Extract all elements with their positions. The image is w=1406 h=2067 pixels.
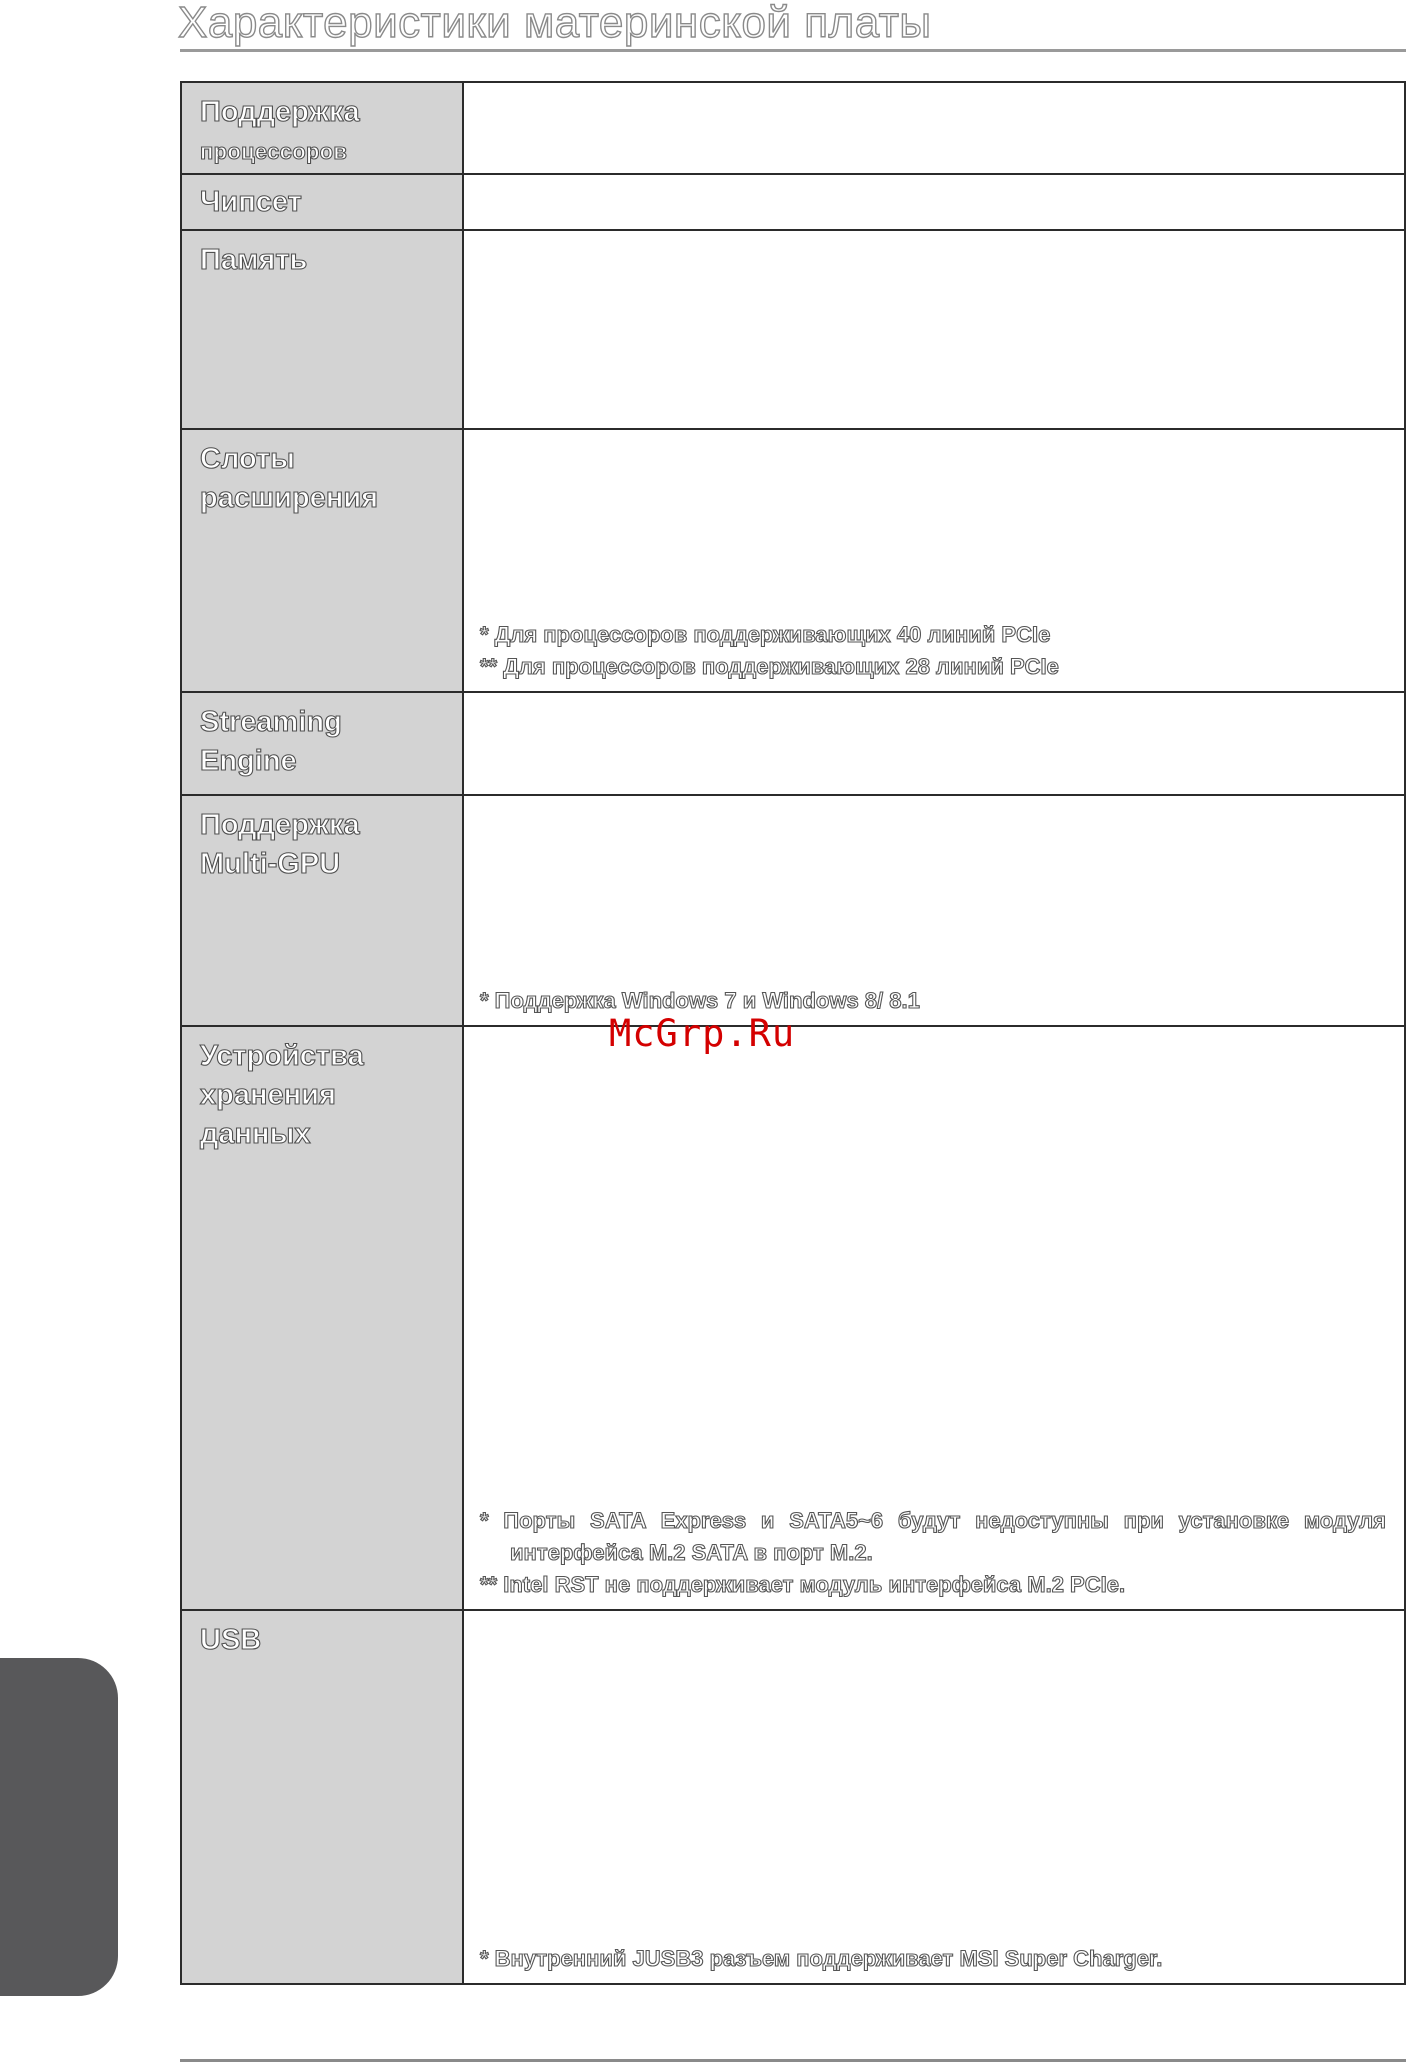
row-label-usb <box>181 1610 463 1984</box>
row-label-line: USB <box>200 1624 262 1656</box>
row-label-storage <box>181 1026 463 1610</box>
table-row <box>181 692 1405 795</box>
row-content-memory <box>463 230 1405 429</box>
row-label-line: Поддержка <box>200 809 360 841</box>
row-content-chipset <box>463 174 1405 230</box>
row-content-usb <box>463 1610 1405 1984</box>
row-label-line: Память <box>200 244 308 276</box>
section-side-tab <box>0 1658 118 1996</box>
row-content-multi-gpu <box>463 795 1405 1026</box>
footnote: * Порты SATA Express и SATA5~6 будут недоступны при установке модуля интерфейса M.2 SATA в порт M.2. <box>480 1508 1386 1565</box>
footnote: * Внутренний JUSB3 разъем поддерживает MSI Super Charger. <box>480 1946 1163 1971</box>
row-label-cpu-support <box>181 82 463 174</box>
row-label-multi-gpu <box>181 795 463 1026</box>
row-label-line: Поддержка <box>200 96 360 128</box>
title-divider <box>180 49 1406 52</box>
row-label-line: расширения <box>200 482 379 514</box>
row-content-streaming-engine <box>463 692 1405 795</box>
row-label-streaming-engine <box>181 692 463 795</box>
page-title: Характеристики материнской платы <box>178 0 932 47</box>
footnote: * Для процессоров поддерживающих 40 линий PCIe <box>480 622 1051 647</box>
row-notes <box>480 619 1386 683</box>
row-content-cpu-support <box>463 82 1405 174</box>
row-label-line: Слоты <box>200 443 295 475</box>
row-label-expansion-slots <box>181 429 463 692</box>
row-notes <box>480 1505 1386 1601</box>
row-content-storage <box>463 1026 1405 1610</box>
row-label-line: Engine <box>200 745 297 777</box>
row-content-expansion-slots <box>463 429 1405 692</box>
footnote: * Поддержка Windows 7 и Windows 8/ 8.1 <box>480 988 920 1013</box>
footnote: ** Intel RST не поддерживает модуль интерфейса M.2 PCIe. <box>480 1572 1126 1597</box>
row-label-line: хранения <box>200 1079 336 1111</box>
watermark: McGrp.Ru <box>609 1012 796 1055</box>
table-row <box>181 1026 1405 1610</box>
row-label-line: Устройства <box>200 1040 364 1072</box>
row-label-line: Streaming <box>200 706 342 738</box>
footnote: ** Для процессоров поддерживающих 28 линий PCIe <box>480 654 1059 679</box>
table-row <box>181 795 1405 1026</box>
table-row <box>181 230 1405 429</box>
row-notes <box>480 1943 1386 1975</box>
table-row <box>181 174 1405 230</box>
row-label-line: процессоров <box>200 139 348 164</box>
table-row <box>181 1610 1405 1984</box>
row-label-line: данных <box>200 1118 311 1150</box>
row-label-memory <box>181 230 463 429</box>
footer-divider <box>180 2059 1406 2062</box>
row-label-line: Multi-GPU <box>200 848 341 880</box>
row-label-chipset <box>181 174 463 230</box>
table-row <box>181 429 1405 692</box>
row-label-line: Чипсет <box>200 186 302 218</box>
table-row <box>181 82 1405 174</box>
